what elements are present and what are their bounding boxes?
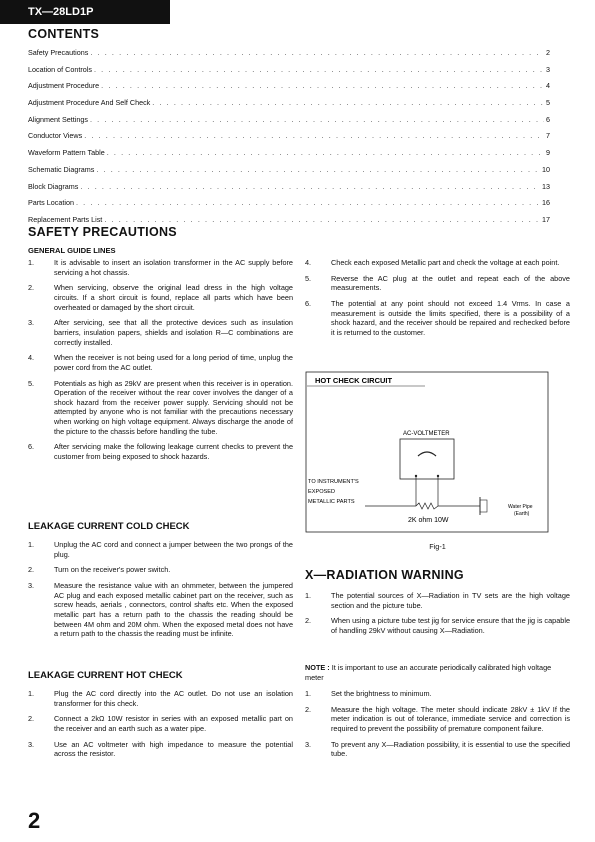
- list-item-text: After servicing, see that all the protective devices such as insulation barriers, insulation papers, shields and isolation R—C combinations are correctly installed.: [54, 318, 293, 347]
- toc-entry-page: 10: [542, 164, 550, 174]
- list-item-text: It is advisable to insert an isolation transformer in the AC supply before servicing a hot chassis.: [54, 258, 293, 277]
- toc-entry[interactable]: [28, 65, 550, 82]
- toc-entry-title: Parts Location: [28, 198, 74, 208]
- list-item-text: Set the brightness to minimum.: [331, 689, 432, 698]
- list-item: [28, 581, 293, 639]
- toc-entry[interactable]: [28, 131, 550, 148]
- hot-check-circuit-figure: [305, 370, 549, 535]
- toc-entry-page: 2: [546, 48, 550, 57]
- list-item-number: 4.: [28, 353, 35, 363]
- toc-leader-dots: [84, 131, 544, 140]
- list-item-text: When using a picture tube test jig for service ensure that the jig is capable of handling 29kV without causing X—Radiation.: [331, 616, 570, 635]
- list-item: [28, 565, 293, 575]
- toc-entry[interactable]: [28, 98, 550, 115]
- list-item-text: Reverse the AC plug at the outlet and repeat each of the above measurements.: [331, 273, 570, 293]
- hot-check-heading: LEAKAGE CURRENT HOT CHECK: [28, 670, 183, 681]
- contents-heading: CONTENTS: [28, 27, 100, 41]
- meter-label: AC-VOLTMETER: [403, 431, 450, 437]
- list-item-text: Turn on the receiver's power switch.: [54, 565, 171, 575]
- general-guidelines-heading: GENERAL GUIDE LINES: [28, 246, 116, 255]
- list-item-text: After servicing make the following leakage current checks to prevent the customer from being exposed to shock hazards.: [54, 442, 293, 462]
- list-item-number: 2.: [305, 704, 312, 714]
- list-item: [28, 689, 293, 708]
- toc-entry-page: 17: [542, 214, 550, 224]
- toc-entry-page: 9: [546, 148, 550, 158]
- list-item: [28, 540, 293, 559]
- toc-leader-dots: [101, 81, 544, 90]
- list-item-text: When servicing, observe the original lead dress in the high voltage circuits. If a short circuit is found, replace all parts which have been overheated or damaged by the short circuit.: [54, 283, 293, 312]
- note-label: NOTE :: [305, 663, 330, 672]
- toc-leader-dots: [90, 115, 544, 124]
- list-item-text: Unplug the AC cord and connect a jumper between the two prongs of the plug.: [54, 540, 293, 559]
- list-item-text: When the receiver is not being used for a long period of time, unplug the power cord from the AC outlet.: [54, 353, 293, 372]
- toc-leader-dots: [96, 165, 540, 174]
- list-item-number: 3.: [305, 739, 312, 749]
- xray-warning-heading: X—RADIATION WARNING: [305, 568, 464, 582]
- toc-leader-dots: [90, 48, 544, 57]
- toc-entry[interactable]: [28, 165, 550, 182]
- list-item-number: 2.: [28, 283, 35, 293]
- list-item-text: The potential sources of X—Radiation in TV sets are the high voltage section and the picture tube.: [331, 591, 570, 610]
- toc-entry-title: Block Diagrams: [28, 181, 79, 191]
- xray-steps-list: [305, 689, 570, 765]
- list-item: [305, 689, 570, 699]
- list-item-number: 1.: [28, 258, 35, 267]
- list-item-number: 2.: [28, 714, 35, 724]
- note-text: It is important to use an accurate periodically calibrated high voltage meter: [305, 663, 552, 682]
- cold-check-heading: LEAKAGE CURRENT COLD CHECK: [28, 521, 190, 532]
- toc-entry[interactable]: [28, 182, 550, 199]
- toc-entry-page: 16: [542, 198, 550, 208]
- list-item: [28, 353, 293, 372]
- list-item-number: 2.: [28, 565, 35, 575]
- list-item: [305, 299, 570, 337]
- toc-entry[interactable]: [28, 148, 550, 165]
- list-item: [28, 714, 293, 733]
- voltmeter-box: [400, 439, 454, 479]
- toc-entry-page: 3: [546, 64, 550, 74]
- list-item: [28, 318, 293, 347]
- list-item: [305, 705, 570, 734]
- toc-leader-dots: [104, 215, 540, 224]
- left-label-line1: TO INSTRUMENT'S: [308, 479, 359, 485]
- toc-entry[interactable]: [28, 198, 550, 215]
- resistor-label: 2K ohm 10W: [408, 517, 449, 524]
- toc-leader-dots: [80, 182, 540, 191]
- figure-title: HOT CHECK CIRCUIT: [315, 376, 393, 385]
- left-label-line3: METALLIC PARTS: [308, 499, 355, 505]
- list-item-text: Measure the high voltage. The meter should indicate 28kV ± 1kV If the meter indication is out of tolerance, immediate service and correction is required to prevent the possibility of premature component failure.: [331, 704, 570, 733]
- model-number-tab: TX—28LD1P: [0, 0, 170, 24]
- toc-entry-page: 6: [546, 114, 550, 124]
- toc-leader-dots: [107, 148, 544, 157]
- table-of-contents: [28, 48, 550, 232]
- list-item-number: 6.: [305, 299, 312, 309]
- list-item-text: To prevent any X—Radiation possibility, it is essential to use the specified tube.: [331, 739, 570, 759]
- list-item: [28, 258, 293, 277]
- list-item-number: 5.: [28, 378, 35, 388]
- page-number: 2: [28, 808, 41, 833]
- list-item: [305, 740, 570, 759]
- toc-entry-title: Schematic Diagrams: [28, 164, 95, 174]
- toc-leader-dots: [152, 98, 544, 107]
- xray-list: [305, 591, 570, 642]
- list-item-text: Measure the resistance value with an ohmmeter, between the jumpered AC plug and each exposed metallic cabinet part on the receiver, such as screw heads, aerials , connectors, control shafts etc. When the exposed metallic part has a return path to the chassis the reading should be between 4M ohm and 20M ohm. When the exposed metal does not have a return path to the chassis the reading must be infinite.: [54, 581, 293, 639]
- toc-entry-title: Location of Controls: [28, 64, 92, 74]
- list-item-number: 1.: [28, 689, 35, 698]
- toc-leader-dots: [76, 198, 540, 207]
- toc-entry[interactable]: [28, 48, 550, 65]
- earth-label-line2: (Earth): [514, 511, 530, 517]
- cold-check-list: [28, 540, 293, 645]
- toc-entry-title: Adjustment Procedure And Self Check: [28, 98, 151, 108]
- toc-entry-page: 4: [546, 81, 550, 91]
- list-item-number: 5.: [305, 273, 312, 283]
- toc-entry-title: Waveform Pattern Table: [28, 148, 105, 158]
- list-item: [305, 258, 570, 268]
- resistor-icon: [416, 503, 438, 509]
- list-item-number: 1.: [28, 540, 35, 549]
- figure-caption: Fig-1: [429, 542, 446, 551]
- toc-entry-title: Alignment Settings: [28, 114, 88, 124]
- list-item-number: 6.: [28, 442, 35, 452]
- safety-precautions-heading: SAFETY PRECAUTIONS: [28, 225, 177, 239]
- toc-entry[interactable]: [28, 115, 550, 132]
- list-item: [28, 740, 293, 759]
- general-guidelines-list-right: [305, 258, 570, 344]
- list-item-number: 2.: [305, 616, 312, 626]
- toc-leader-dots: [94, 65, 544, 74]
- list-item-text: The potential at any point should not exceed 1.4 Vrms. In case a measurement is outside the limits specified, there is a possibility of a shock hazard, and the receiver should be repaired and rechecked before it is returned to the customer.: [331, 299, 570, 337]
- list-item-number: 1.: [305, 591, 312, 600]
- list-item: [28, 379, 293, 437]
- toc-entry-page: 7: [546, 131, 550, 141]
- list-item: [305, 591, 570, 610]
- toc-entry-title: Conductor Views: [28, 131, 83, 141]
- list-item-text: Potentials as high as 29kV are present when this receiver is in operation. Operation of the receiver without the rear cover involves the danger of a shock hazard from the receiver power supply. Servicing should not be attempted by anyone who is not familiar with the precautions necessary when working on high voltage equipment. Always discharge the anode of the picture to the chassis before handling the tube.: [54, 378, 293, 436]
- list-item-number: 4.: [305, 258, 312, 267]
- toc-entry-page: 5: [546, 98, 550, 108]
- toc-entry[interactable]: [28, 81, 550, 98]
- hot-check-circuit-diagram: [305, 370, 549, 535]
- list-item: [28, 283, 293, 312]
- voltmeter-dial-icon: [418, 452, 436, 456]
- list-item: [28, 442, 293, 461]
- list-item-number: 1.: [305, 689, 312, 698]
- list-item-number: 3.: [28, 739, 35, 749]
- list-item: [305, 616, 570, 635]
- general-guidelines-list-left: [28, 258, 293, 468]
- toc-entry-page: 13: [542, 181, 550, 191]
- list-item: [305, 274, 570, 293]
- list-item-text: Plug the AC cord directly into the AC outlet. Do not use an isolation transformer for this check.: [54, 689, 293, 708]
- calibration-note: [305, 663, 570, 682]
- list-item-number: 3.: [28, 318, 35, 328]
- earth-label-line1: Water Pipe: [508, 504, 533, 510]
- toc-entry-title: Replacement Parts List: [28, 214, 103, 224]
- water-pipe-icon: [480, 500, 487, 512]
- hot-check-list: [28, 689, 293, 765]
- list-item-text: Connect a 2kΩ 10W resistor in series with an exposed metallic part on the receiver and an earth such as a water pipe.: [54, 714, 293, 733]
- list-item-text: Check each exposed Metallic part and check the voltage at each point.: [331, 258, 560, 267]
- toc-entry-title: Safety Precautions: [28, 48, 89, 57]
- toc-entry-title: Adjustment Procedure: [28, 81, 100, 91]
- left-label-line2: EXPOSED: [308, 489, 336, 495]
- list-item-text: Use an AC voltmeter with high impedance to measure the potential across the resistor.: [54, 739, 293, 759]
- list-item-number: 3.: [28, 581, 35, 591]
